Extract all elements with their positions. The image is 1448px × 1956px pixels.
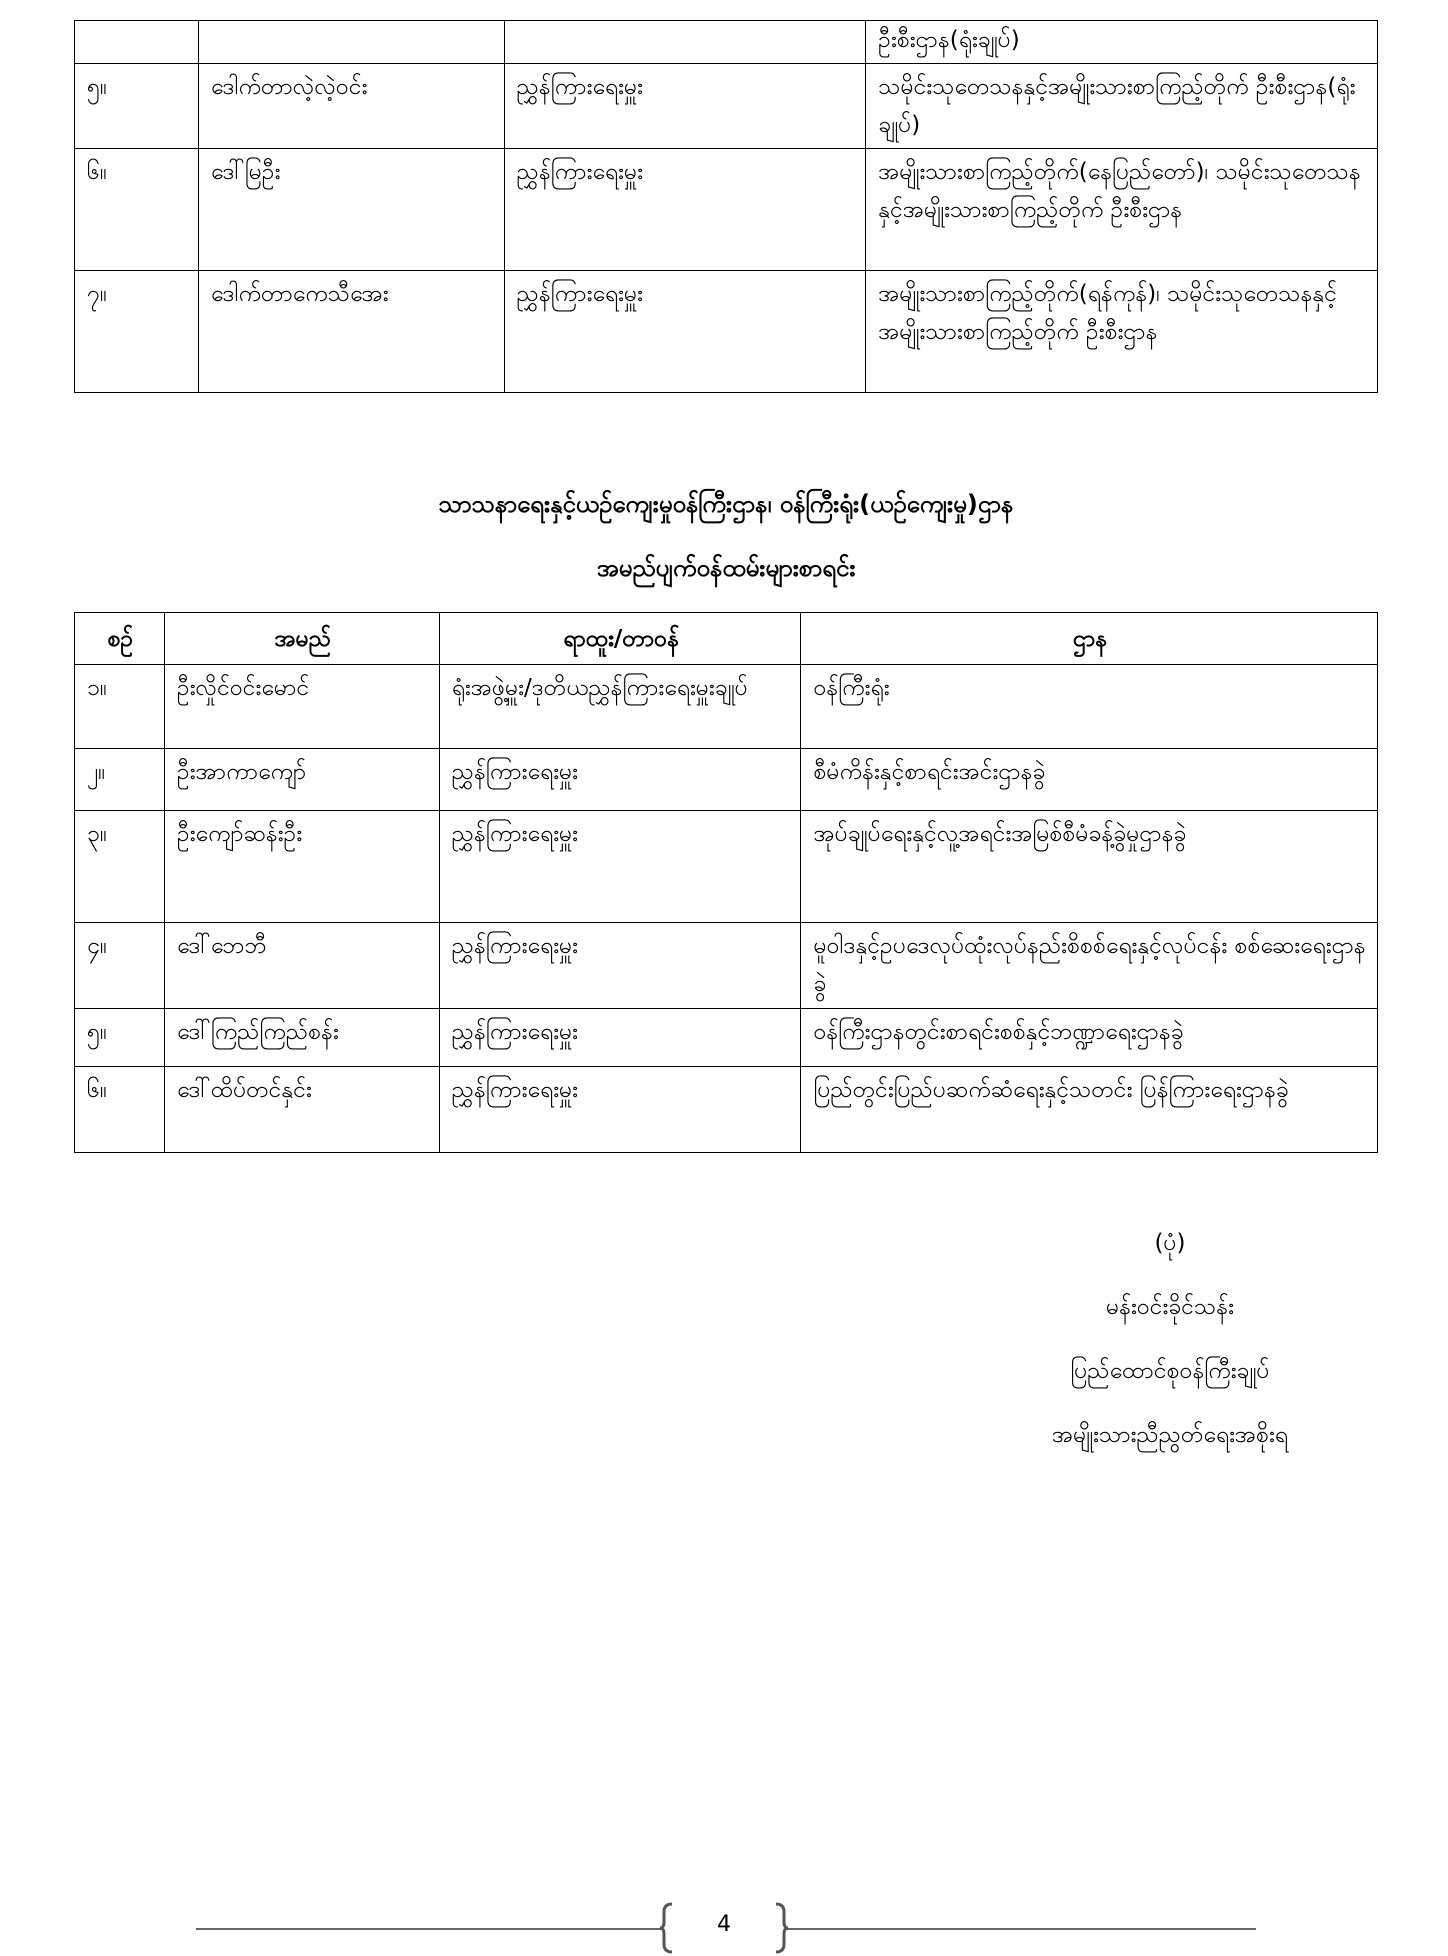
continued-table [74, 20, 1378, 393]
table-row [75, 1067, 1378, 1153]
cell-no [75, 21, 199, 64]
cell-dept: ဝန်ကြီးရုံး [801, 665, 1378, 749]
table-row [75, 149, 1378, 271]
cell-name: ဦးအာကာကျော် [164, 749, 439, 811]
cell-rank: ညွှန်ကြားရေးမှူး [504, 271, 866, 393]
cell-rank [504, 21, 866, 64]
cell-name: ဒေါ်ဘေဘီ [164, 923, 439, 1009]
table-header-row [75, 613, 1378, 665]
table-row [75, 21, 1378, 64]
cell-dept: စီမံကိန်းနှင့်စာရင်းအင်းဌာနခွဲ [801, 749, 1378, 811]
section-subtitle: အမည်ပျက်ဝန်ထမ်းများစာရင်း [596, 554, 856, 582]
cell-name: ဒေါ်ကြည်ကြည်စန်း [164, 1009, 439, 1067]
cell-dept: အမျိုးသားစာကြည့်တိုက်(နေပြည်တော်)၊ သမိုင်းသုတေသနနှင့်အမျိုးသားစာကြည့်တိုက် ဦးစီးဌာန [866, 149, 1378, 271]
cell-name [198, 21, 504, 64]
cell-rank: ညွှန်ကြားရေးမှူး [439, 923, 801, 1009]
header-no: စဉ် [75, 613, 165, 665]
cell-rank: ညွှန်ကြားရေးမှူး [504, 149, 866, 271]
footer-divider-left [196, 1928, 662, 1930]
cell-name: ဒေါ်ထိပ်တင်နှင်း [164, 1067, 439, 1153]
cell-dept: အမျိုးသားစာကြည့်တိုက်(ရန်ကုန်)၊ သမိုင်းသုတေသနနှင့်အမျိုးသားစာကြည့်တိုက် ဦးစီးဌာန [866, 271, 1378, 393]
cell-rank: ညွှန်ကြားရေးမှူး [504, 64, 866, 149]
cell-no: ၅။ [75, 64, 199, 149]
section-title: သာသနာရေးနှင့်ယဉ်ကျေးမှုဝန်ကြီးဌာန၊ ဝန်ကြီးရုံး(ယဉ်ကျေးမှု)ဌာန [438, 490, 1014, 518]
cell-rank: ညွှန်ကြားရေးမှူး [439, 1009, 801, 1067]
cell-no: ၃။ [75, 811, 165, 923]
footer-divider-right [786, 1928, 1256, 1930]
cell-no: ၇။ [75, 271, 199, 393]
cell-dept: ပြည်တွင်းပြည်ပဆက်ဆံရေးနှင့်သတင်း ပြန်ကြားရေးဌာနခွဲ [801, 1067, 1378, 1153]
cell-rank: ညွှန်ကြားရေးမှူး [439, 811, 801, 923]
table-row [75, 64, 1378, 149]
signature-org: အမျိုးသားညီညွတ်ရေးအစိုးရ [1051, 1422, 1289, 1448]
cell-dept: မူဝါဒနှင့်ဥပဒေလုပ်ထုံးလုပ်နည်းစိစစ်ရေးနှင့်လုပ်ငန်း စစ်ဆေးရေးဌာနခွဲ [801, 923, 1378, 1009]
header-rank: ရာထူး/တာဝန် [439, 613, 801, 665]
cell-no: ၁။ [75, 665, 165, 749]
cell-name: ဦးကျော်ဆန်းဦး [164, 811, 439, 923]
signature-seal: (ပုံ) [1154, 1230, 1186, 1256]
header-name: အမည် [164, 613, 439, 665]
cell-no: ၄။ [75, 923, 165, 1009]
signature-name: မန်းဝင်းခိုင်သန်း [1105, 1294, 1235, 1320]
cell-rank: ညွှန်ကြားရေးမှူး [439, 1067, 801, 1153]
cell-rank: ရုံးအဖွဲ့မှူး/ဒုတိယညွှန်ကြားရေးမှူးချုပ် [439, 665, 801, 749]
table-row [75, 923, 1378, 1009]
table-row [75, 665, 1378, 749]
cell-dept: သမိုင်းသုတေသနနှင့်အမျိုးသားစာကြည့်တိုက် ဦးစီးဌာန(ရုံးချုပ်) [866, 64, 1378, 149]
cell-name: ဒေါက်တာလဲ့လဲ့ဝင်း [198, 64, 504, 149]
page-number: 4 [717, 1912, 731, 1937]
cell-name: ဦးလှိုင်ဝင်းမောင် [164, 665, 439, 749]
staff-table [74, 612, 1378, 1153]
header-dept: ဌာန [801, 613, 1378, 665]
signature-title: ပြည်ထောင်စုဝန်ကြီးချုပ် [1070, 1358, 1270, 1384]
cell-no: ၂။ [75, 749, 165, 811]
table-row [75, 1009, 1378, 1067]
cell-dept: ဦးစီးဌာန(ရုံးချုပ်) [866, 21, 1378, 64]
table-row [75, 811, 1378, 923]
cell-dept: ဝန်ကြီးဌာနတွင်းစာရင်းစစ်နှင့်ဘဏ္ဍာရေးဌာနခွဲ [801, 1009, 1378, 1067]
cell-no: ၆။ [75, 149, 199, 271]
cell-name: ဒေါ်မြဦး [198, 149, 504, 271]
table-row [75, 271, 1378, 393]
cell-dept: အုပ်ချုပ်ရေးနှင့်လူ့အရင်းအမြစ်စီမံခန့်ခွဲမှုဌာနခွဲ [801, 811, 1378, 923]
table-row [75, 749, 1378, 811]
cell-no: ၆။ [75, 1067, 165, 1153]
cell-no: ၅။ [75, 1009, 165, 1067]
cell-rank: ညွှန်ကြားရေးမှူး [439, 749, 801, 811]
cell-name: ဒေါက်တာကေသီအေး [198, 271, 504, 393]
